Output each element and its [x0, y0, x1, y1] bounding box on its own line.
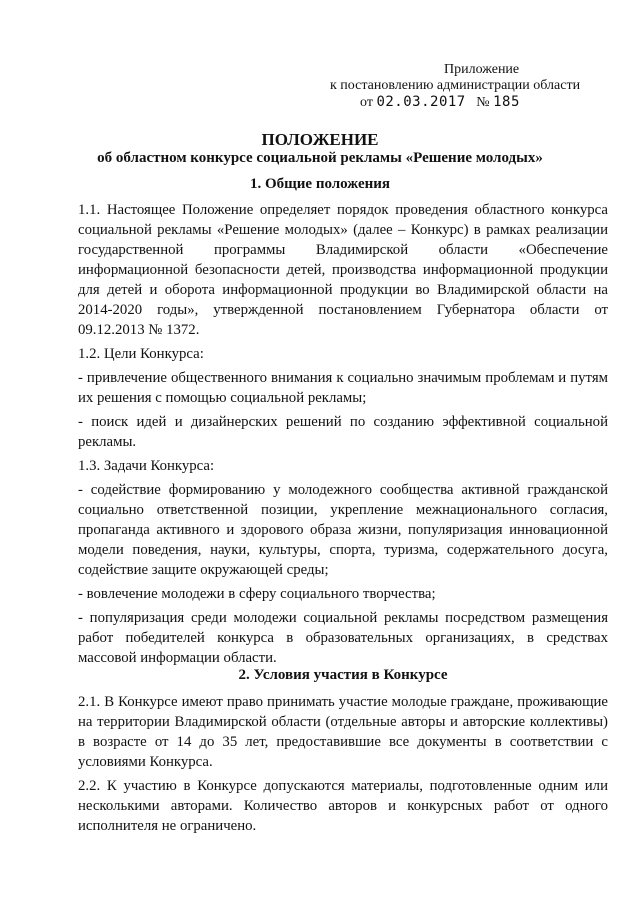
appendix-resolution: к постановлению администрации области — [330, 78, 581, 93]
appendix-date-line — [330, 94, 600, 111]
task-item-2: - вовлечение молодежи в сферу социального творчества; — [78, 586, 436, 602]
document-subtitle: об областном конкурсе социальной рекламы «Решение молодых» — [97, 150, 543, 166]
date-prefix: от — [360, 95, 373, 110]
goal-item-2: - поиск идей и дизайнерских решений по созданию эффективной социальной рекламы. — [78, 414, 608, 450]
paragraph-1-3: 1.3. Задачи Конкурса: — [78, 458, 215, 474]
resolution-date: 02.03.2017 — [376, 94, 466, 110]
paragraph-2-2: 2.2. К участию в Конкурсе допускаются материалы, подготовленные одним или несколькими авторами. Количество авторов и конкурсных работ от одного исполнителя не ограничено. — [78, 778, 608, 834]
appendix-label: Приложение — [444, 62, 520, 77]
section-1-heading: 1. Общие положения — [249, 176, 391, 192]
task-item-1: - содействие формированию у молодежного сообщества активной гражданской социально ответственной позиции, укрепление межнационального согласия, пропаганда активного и здорового образа жизни, популяризация инновационной модели поведения, науки, культуры, спорта, туризма, содержательного досуга, содействие защите окружающей среды; — [78, 482, 608, 578]
paragraph-1-2: 1.2. Цели Конкурса: — [78, 346, 204, 362]
document-title: ПОЛОЖЕНИЕ — [261, 130, 379, 149]
number-prefix: № — [476, 95, 490, 110]
paragraph-2-1: 2.1. В Конкурсе имеют право принимать участие молодые граждане, проживающие на территории Владимирской области (отдельные авторы и авторские коллективы) в возрасте от 14 до 35 лет, предоставившие все документы в соответствии с условиями Конкурса. — [78, 694, 608, 770]
section-1-body — [78, 200, 608, 668]
paragraph-1-1: 1.1. Настоящее Положение определяет порядок проведения областного конкурса социальной рекламы «Решение молодых» (далее – Конкурс) в рамках реализации государственной программы Владимирской области «Обеспечение информационной безопасности детей, производства информационной продукции для детей и оборота информационной продукции во Владимирской области на 2014-2020 годы», утвержденной постановлением Губернатора области от 09.12.2013 № 1372. — [78, 202, 608, 338]
goal-item-1: - привлечение общественного внимания к социально значимым проблемам и путям их решения с помощью социальной рекламы; — [78, 370, 608, 406]
resolution-number: 185 — [493, 94, 520, 110]
section-2-heading: 2. Условия участия в Конкурсе — [238, 667, 448, 683]
task-item-3: - популяризация среди молодежи социальной рекламы посредством размещения работ победителей конкурса в образовательных организациях, в средствах массовой информации области. — [78, 610, 608, 666]
appendix-block — [330, 62, 600, 111]
section-2-body — [78, 692, 608, 836]
